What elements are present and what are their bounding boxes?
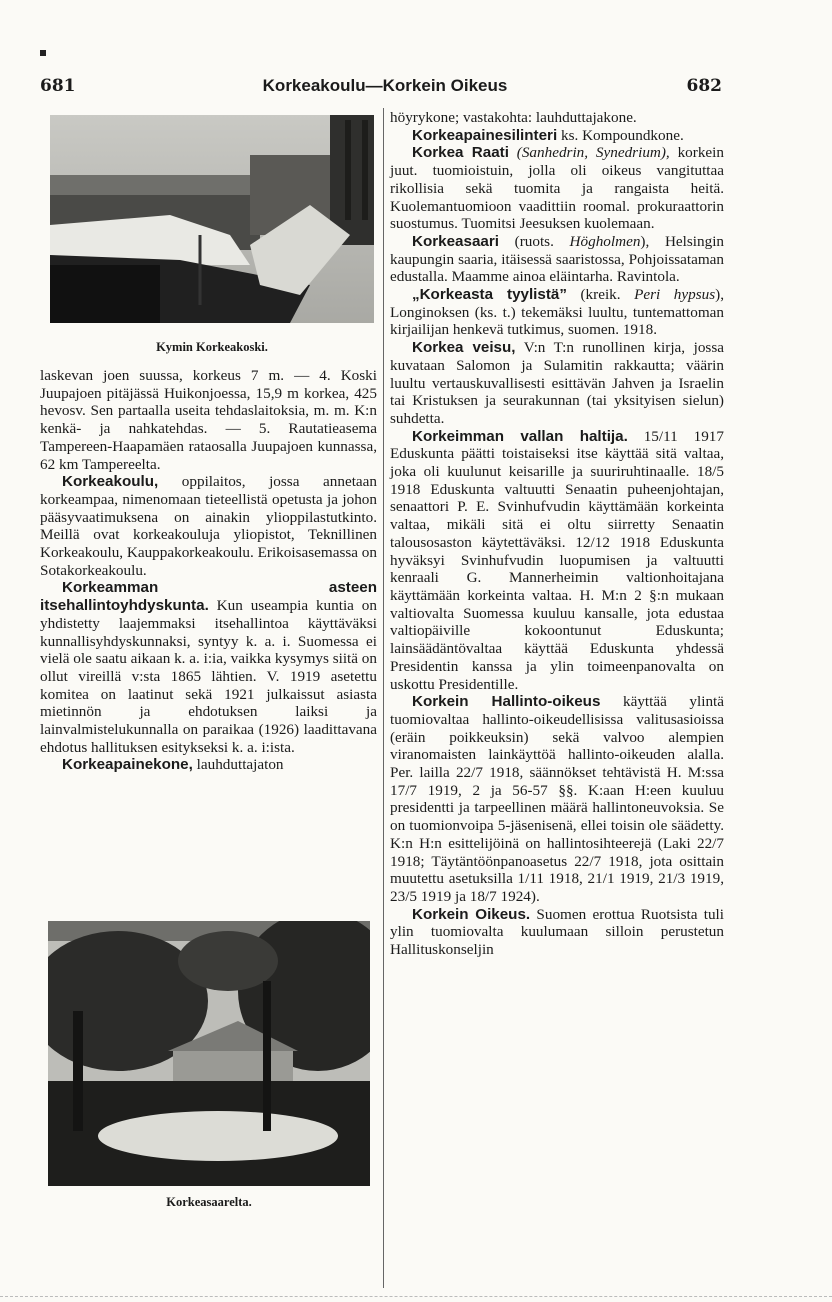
- entry-text: Suomen erottua Ruotsista tuli ylin tuomiovalta kuulumaan silloin perustetun Hallituskonseljin: [390, 905, 724, 959]
- left-column: [40, 367, 377, 774]
- entry-text-pre: (kreik.: [566, 286, 635, 304]
- page-header: [0, 70, 832, 100]
- entry-italic: Högholmen: [569, 232, 641, 250]
- entry-text: ), Longinoksen (ks. t.) tekemäksi luultu, tuntemattoman kirjailijan henkevä tutkimus, suomen. 1918.: [390, 286, 725, 339]
- running-title: Korkeakoulu—Korkein Oikeus: [262, 76, 508, 95]
- entry-korkeapainesilinteri: [390, 127, 724, 145]
- entry-text: korkein juut. tuomioistuin, jolla oli oikeus vangituttaa rikollisia sekä tuomita ja rangaista heitä. Kuolemantuomioon vaadittiin roomal. prokuraattorin suostumus. Tuomitsi Jeesuksen kuolemaan.: [390, 144, 724, 233]
- entry-korkein-hallinto-oikeus: [390, 693, 724, 905]
- figure-caption-1: Kymin Korkeakoski.: [156, 340, 268, 354]
- right-column: [390, 109, 724, 959]
- entry-korkein-oikeus: [390, 906, 724, 959]
- entry-headword: Korkeasaari: [412, 232, 499, 250]
- entry-headword: Korkeimman vallan haltija.: [412, 427, 628, 445]
- entry-text: lauhduttajaton: [192, 756, 284, 774]
- entry-headword: Korkeapainekone,: [62, 756, 193, 774]
- entry-headword: Korkea Raati: [412, 144, 509, 162]
- entry-headword: Korkeakoulu,: [62, 473, 159, 491]
- column-divider: [383, 108, 384, 1288]
- entry-headword: Korkein Oikeus.: [412, 905, 531, 923]
- entry-headword: Korkeapainesilinteri: [412, 126, 558, 144]
- entry-korkeakoulu: [40, 473, 377, 579]
- entry-headword: Korkein Hallinto-oikeus: [412, 693, 601, 711]
- entry-korkeasta-tyylista: [390, 286, 724, 339]
- entry-headword: Korkea veisu,: [412, 339, 516, 357]
- entry-text: ks. Kompoundkone.: [557, 126, 684, 144]
- entry-text-pre: (ruots.: [498, 232, 570, 250]
- entry-itsehallintoyhdyskunta: [40, 579, 377, 756]
- entry-italic: (Sanhedrin, Synedrium),: [508, 144, 670, 162]
- entry-text: oppilaitos, jossa annetaan korkeampaa, nimenomaan tieteellistä opetusta ja johon pääsyvaatimuksena on ainakin ylioppilastutkinto. Meillä ovat korkeakouluja yliopistot, Teknillinen Korkeakoulu, Kauppakorkeakoulu. Erikoisasemassa on Sotakorkeakoulu.: [40, 473, 377, 579]
- park-photo-drawing: [48, 921, 370, 1186]
- entry-text: V:n T:n runollinen kirja, jossa kuvataan Salomon ja Sulamitin rakkautta; väärin luultu vertauskuvallisesti esittävän Jahven ja Israelin tai Kristuksen ja seurakunnan (tai yksityisen sielun) suhdetta.: [390, 339, 724, 427]
- entry-text: Kun useampia kuntia on yhdistetty laajemmaksi itsehallintoa käyttäväksi kunnallisyhdyskunnaksi, syntyy k. a. i. Suomessa ei vielä ole saatu aikaan k. a. i:ia, vaikka kysymys siitä on ollut vireillä v:sta 1865 lähtien. V. 1919 asetettu komitea on laatinut sekä 1921 julkaissut asiasta mietinnön ja ehdotuksen laiksi ja lainvalmistelukunnalla on paraikaa (1926) laadittavana ehdotus hallituksen esitykseksi k. a. i:ista.: [40, 597, 377, 756]
- entry-continuation: laskevan joen suussa, korkeus 7 m. — 4. Koski Juupajoen pitäjässä Huikonjoessa, 15,9 m korkea, 425 hevosv. Sen partaalla useita tehdaslaitoksia, m. m. K:n kenkä- ja nahkatehdas. — 5. Rautatieasema Tampereen-Haapamäen rataosalla Juupajoen kunnassa, 62 km Tampereelta.: [40, 367, 377, 473]
- entry-italic: Peri hypsus: [634, 286, 716, 304]
- entry-continuation: höyrykone; vastakohta: lauhduttajakone.: [390, 109, 637, 126]
- waterfall-photo: [50, 115, 374, 323]
- entry-text: käyttää ylintä tuomiovaltaa hallinto-oikeudellisissa valitusasioissa (eräin poikkeuksin) sekä valvoo alempien viranomaisten lainkäyttöä hallinto-oikeuden alalla. Per. lailla 22/7 1918, säännökset tehtävistä H. M:ssa 17/7 1919, 2 ja 56-57 §§. K:aan H:een kuuluu presidentti ja tarpeellinen määrä hallintoneuvoksia. Se on tuomionvoipa 5-jäsenisenä, ellei toisin ole säädetty. K:n H:n esittelijöinä on hallintosihteerejä (Laki 22/7 1918; Täytäntöönpanoasetus 22/7 1918, jota osittain muutettu asetuksilla 1/11 1918, 21/1 1919, 21/3 1919, 23/5 1919 ja 18/7 1924).: [390, 693, 724, 905]
- printer-mark: [40, 50, 46, 56]
- entry-korkeasaari: [390, 233, 724, 286]
- page-bottom-edge: [0, 1296, 832, 1298]
- waterfall-photo-drawing: [50, 115, 374, 323]
- entry-korkea-veisu: [390, 339, 724, 428]
- entry-korkea-raati: [390, 144, 724, 233]
- entry-text: ), Helsingin kaupungin saaria, itäisessä saaristossa, Pohjoissataman edustalla. Maamme ainoa eläintarha. Ravintola.: [390, 232, 725, 286]
- entry-headword: Korkeamman asteen itsehallintoyhdyskunta.: [40, 579, 377, 615]
- entry-text: 15/11 1917 Eduskunta päätti toistaiseksi itse käyttää sitä valtaa, joka oli kuulunut keisarille ja suuriruhtinaalle. 18/5 1918 Eduskunta valtuutti Senaatin puheenjohtajan, senaattori P. E. Svinhufvudin käyttämään korkeinta valtaa, mikäli sitä ei oltu siirretty Senaatin talousosaston käytettäväksi. 12/12 1918 Eduskunta hyväksyi Svinhufvudin luopumisen ja valtuutti kenraali G. Mannerheimin valtionhoitajana käyttämään korkeinta valtaa. H. M:n 2 §:n mukaan valtiovalta Suomessa kuuluu kansalle, jota edustaa valtiopäiville kokoontunut Eduskunta; lainsäädäntövaltaa käyttää Eduskunta yhdessä Presidentin kanssa ja ylin toimeenpanovalta on uskottu Presidentille.: [390, 427, 724, 693]
- entry-korkeimman-vallan-haltija: [390, 428, 724, 694]
- entry-korkeapainekone: [40, 756, 377, 774]
- entry-headword: „Korkeasta tyylistä”: [412, 286, 567, 304]
- park-photo: [48, 921, 370, 1186]
- figure-caption-2: Korkeasaarelta.: [166, 1195, 252, 1209]
- page-number-right: 682: [686, 76, 722, 96]
- page-number-left: 681: [40, 76, 76, 96]
